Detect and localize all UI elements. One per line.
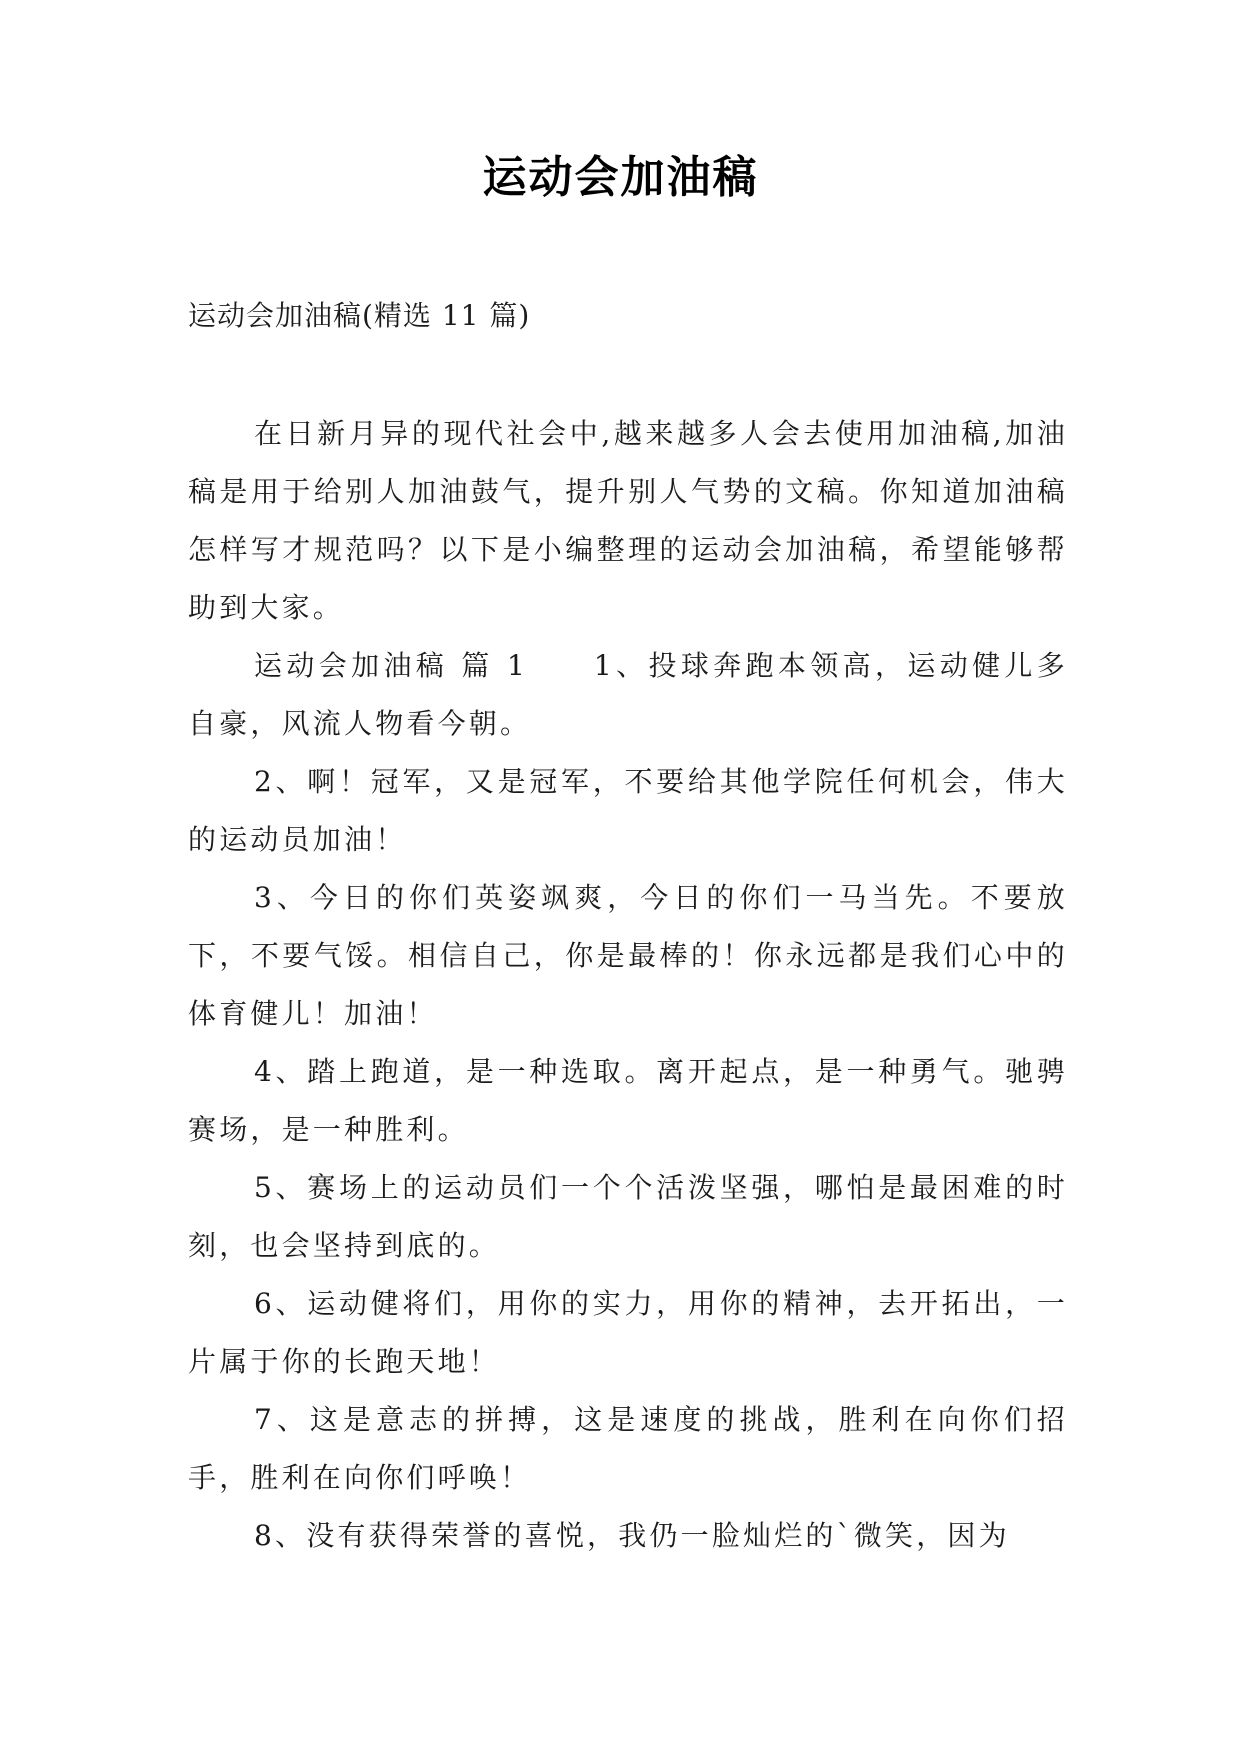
paragraph-item-6: 6、运动健将们，用你的实力，用你的精神，去开拓出，一片属于你的长跑天地！ bbox=[188, 1287, 1068, 1378]
paragraph-item-2: 2、啊！冠军，又是冠军，不要给其他学院任何机会，伟大的运动员加油！ bbox=[188, 765, 1068, 856]
paragraph-item-3: 3、今日的你们英姿飒爽，今日的你们一马当先。不要放下，不要气馁。相信自己，你是最棒的！你永远都是我们心中的体育健儿！加油！ bbox=[188, 881, 1068, 1030]
paragraph-item-5: 5、赛场上的运动员们一个个活泼坚强，哪怕是最困难的时刻，也会坚持到底的。 bbox=[188, 1171, 1068, 1262]
document-title: 运动会加油稿 bbox=[482, 152, 759, 203]
document-subtitle: 运动会加油稿(精选 11 篇) bbox=[188, 299, 531, 332]
intro-paragraph: 在日新月异的现代社会中,越来越多人会去使用加油稿,加油稿是用于给别人加油鼓气，提升别人气势的文稿。你知道加油稿怎样写才规范吗？以下是小编整理的运动会加油稿，希望能够帮助到大家。 bbox=[188, 417, 1068, 624]
paragraph-item-1: 运动会加油稿 篇 1 1、投球奔跑本领高，运动健儿多自豪，风流人物看今朝。 bbox=[188, 649, 1068, 740]
paragraph-item-4: 4、踏上跑道，是一种选取。离开起点，是一种勇气。驰骋赛场，是一种胜利。 bbox=[188, 1055, 1068, 1146]
paragraph-item-8: 8、没有获得荣誉的喜悦，我仍一脸灿烂的`微笑，因为 bbox=[254, 1519, 1010, 1552]
document-body bbox=[188, 405, 1068, 1565]
paragraph-item-7: 7、这是意志的拼搏，这是速度的挑战，胜利在向你们招手，胜利在向你们呼唤！ bbox=[188, 1403, 1068, 1494]
